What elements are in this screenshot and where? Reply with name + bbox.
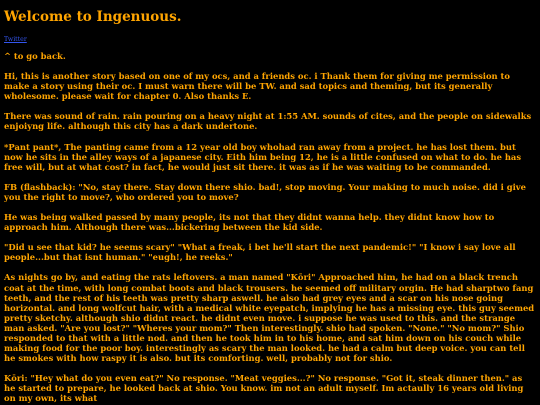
story-paragraph: "Did u see that kid? he seems scary" "What a freak, i bet he'll start the next pandemic!" "I know i say love all people...but that isnt human." "eugh!, he reeks." [4,242,516,263]
story-body [4,51,536,404]
back-hint: ^ to go back. [4,51,66,61]
story-paragraph: *Pant pant*, The panting came from a 12 year old boy whohad ran away from a project. he has lost them. but now he sits in the alley ways of a japanese city. Eith him being 12, he is a little confused on what to do. he has free will, but at what cost? in fact, he would just sit there. it was as if he was waiting to be commanded. [4,141,522,172]
story-paragraph: FB (flashback): "No, stay there. Stay down there shio. bad!, stop moving. Your making to much noise. did i give you the right to move?, who ordered you to move? [4,181,526,202]
page-title: Welcome to Ingenuous. [4,9,182,25]
intro-paragraph: Hi, this is another story based on one of my ocs, and a friends oc. i Thank them for giving me permission to make a story using their oc. I must warn there will be TW. and sad topics and theming, but its generally wholesome. please wait for chapter 0. Also thanks E. [4,71,511,102]
story-paragraph: As nights go by, and eating the rats leftovers. a man named "Kōri" Approached him, he had on a black trench coat at the time, with long combat boots and black trousers. he seemed off military orgin. He had sharptwo fang teeth, and the rest of his teeth was pretty sharp aswell. he also had grey eyes and a scar on his nose going horizontal. and long wolfcut hair, with a medical white eyepatch, implying he has a missing eye. this guy seemed pretty sketchy. although shio didnt react. he didnt even move. i suppose he was used to this. and the strange man asked. "Are you lost?" "Wheres your mom?" Then interestingly. shio had spoken. "None." "No mom?" Shio responded to that with a little nod. and then he took him in to his home, and sat him down on his couch while making food for the poor boy. interestingly as scary the man looked. he had a calm but deep voice. you can tell he smokes with how raspy it is also. but its comforting. well, probably not for shio. [4,272,535,364]
story-paragraph: There was sound of rain. rain pouring on a heavy night at 1:55 AM. sounds of cites, and the people on sidewalks enjoiyng life. although this city has a dark undertone. [4,111,532,132]
story-paragraph: Kōri: "Hey what do you even eat?" No response. "Meat veggies...?" No response. "Got it, steak dinner then." as he started to prepare, he looked back at shio. You know. im not an adult myself. Im actaully 16 years old living on my own, its what [4,373,524,404]
story-paragraph: He was being walked passed by many people, its not that they didnt wanna help. they didnt know how to approach him. Although there was...bickering between the kid side. [4,212,495,233]
twitter-link[interactable]: Twitter [4,36,27,43]
